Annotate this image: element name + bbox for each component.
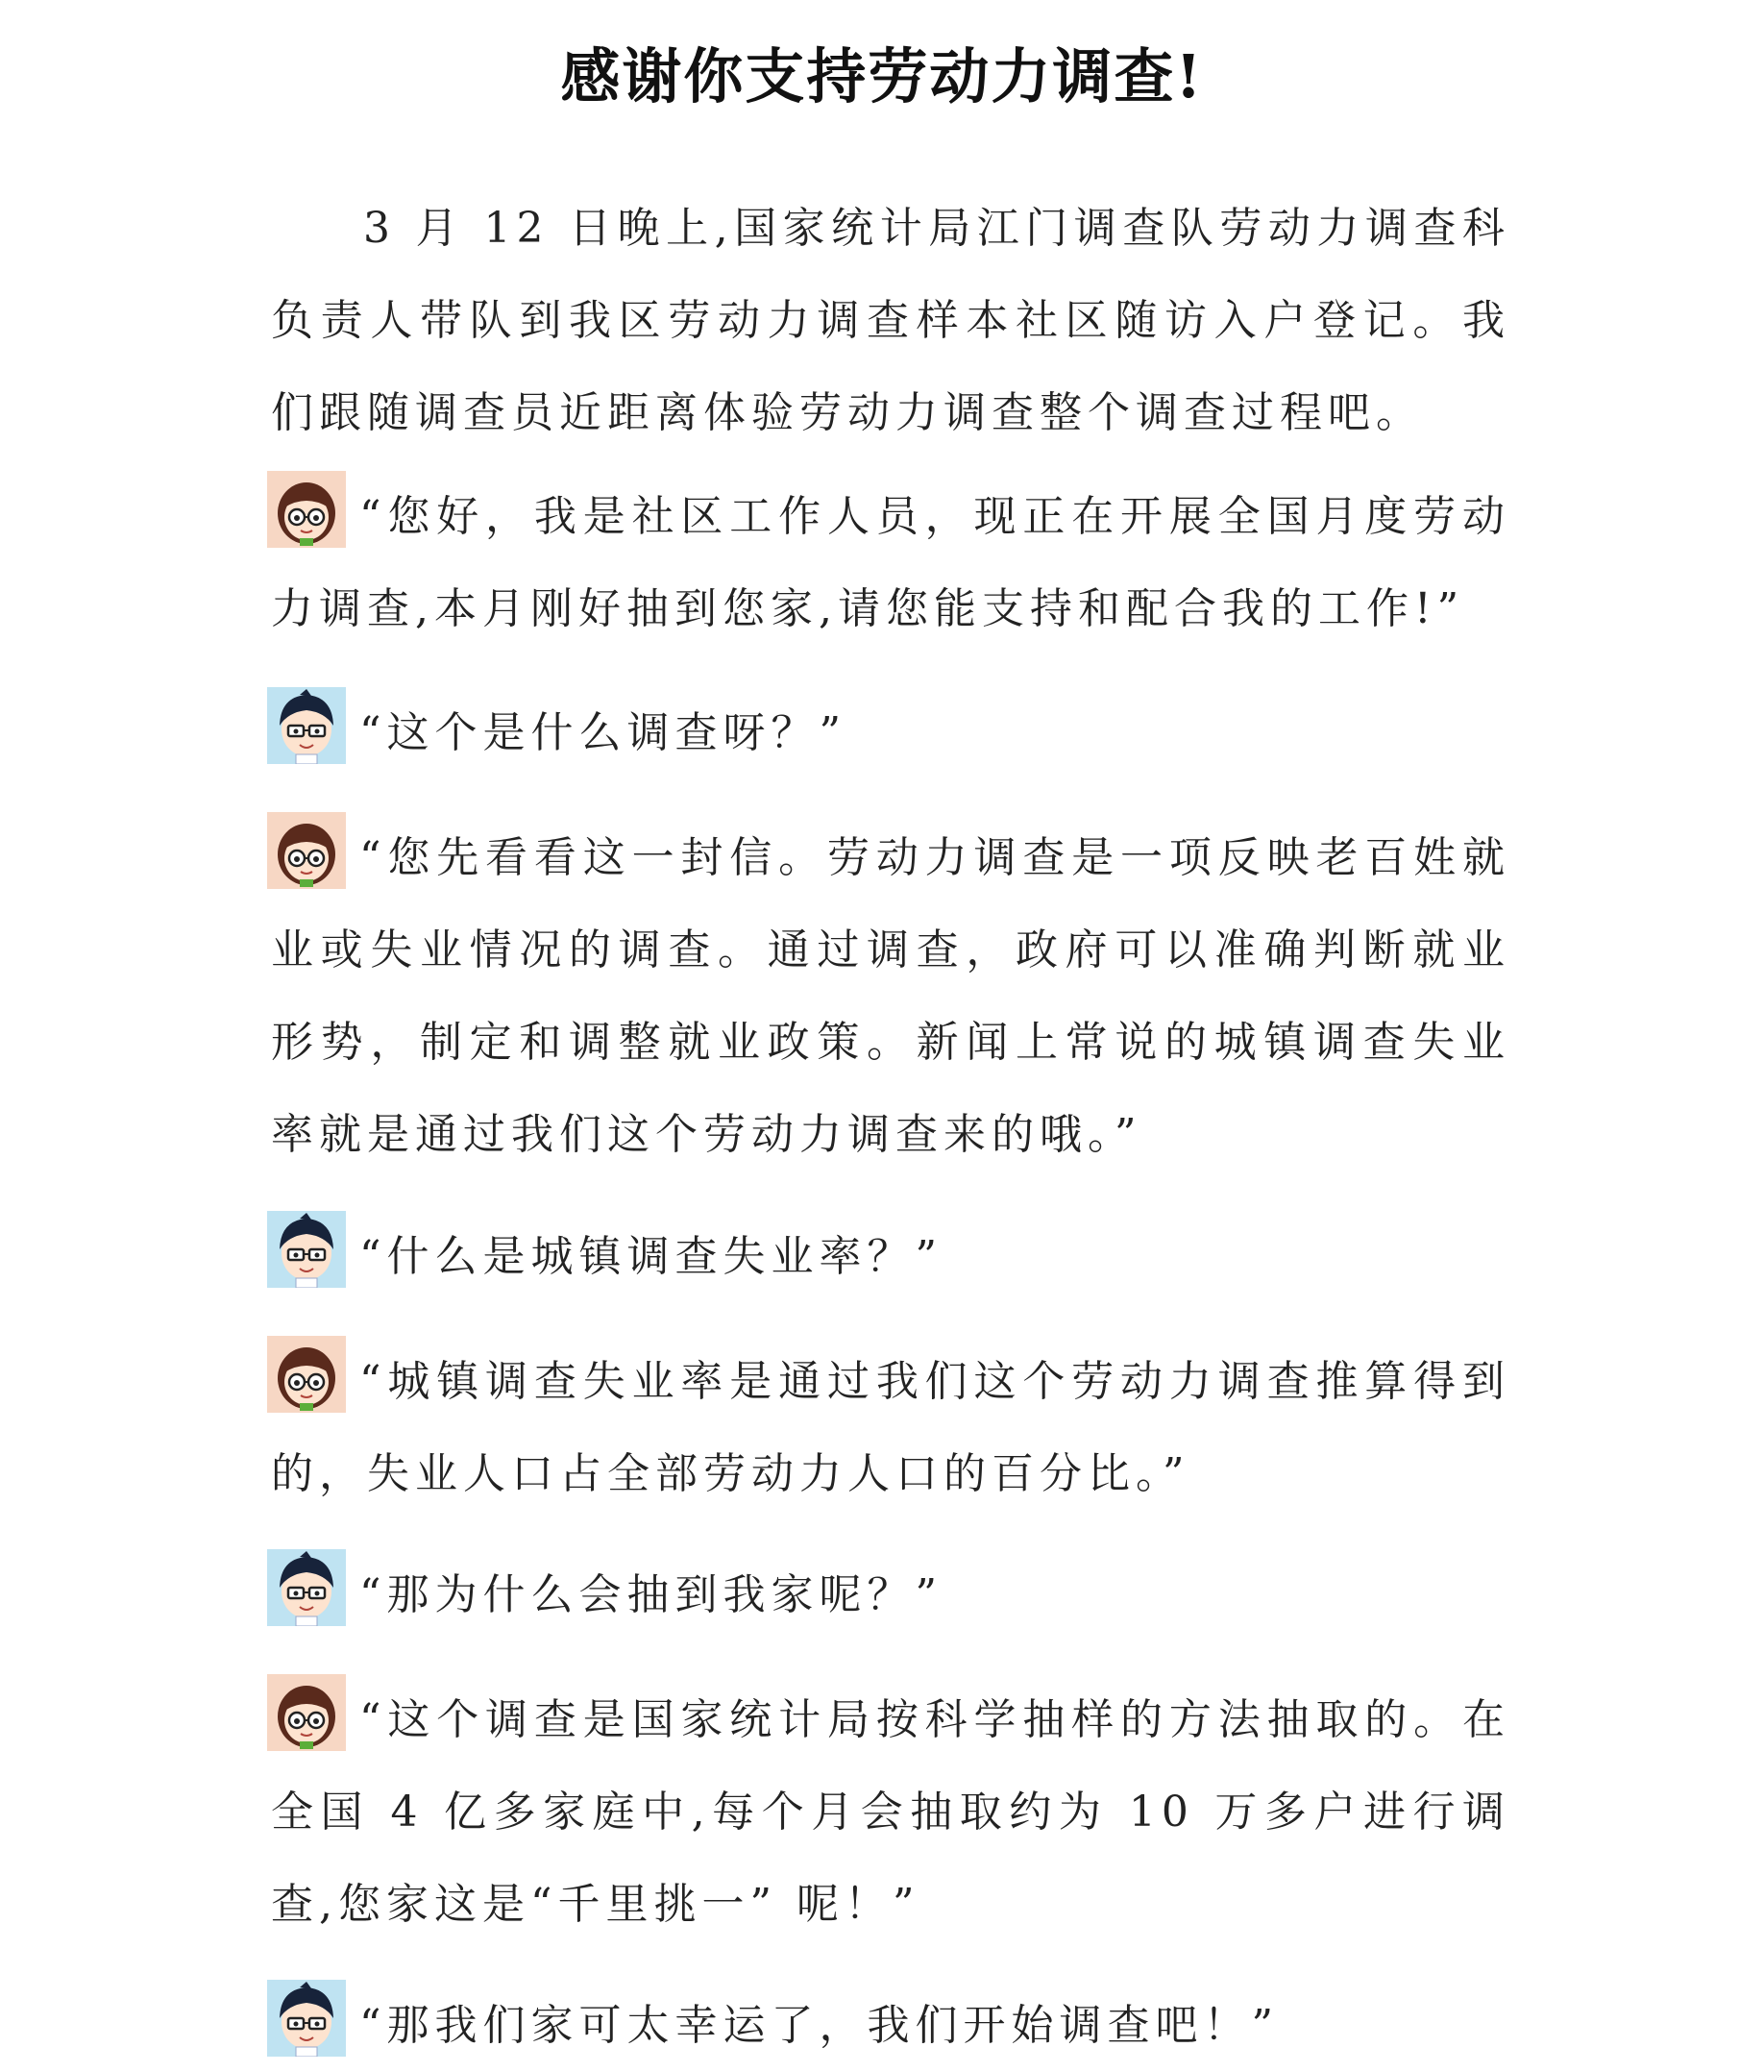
boy-avatar-icon: [267, 1549, 346, 1626]
intro-paragraph: 3 月 12 日晚上,国家统计局江门调查队劳动力调查科负责人带队到我区劳动力调查样本社区随访入户登记。我们跟随调查员近距离体验劳动力调查整个调查过程吧。: [271, 204, 1510, 437]
dialog-text: “城镇调查失业率是通过我们这个劳动力调查推算得到的，失业人口占全部劳动力人口的百分比。”: [271, 1357, 1510, 1498]
girl-avatar-icon: [267, 471, 346, 548]
dialog-text: “什么是城镇调查失业率？”: [359, 1232, 943, 1281]
dialog-text: “这个调查是国家统计局按科学抽样的方法抽取的。在全国 4 亿多家庭中,每个月会抽取约为 10 万多户进行调查,您家这是“千里挑一” 呢！”: [271, 1695, 1510, 1929]
dialog-line: [271, 1980, 1510, 2072]
dialog-text: “这个是什么调查呀？”: [359, 708, 846, 757]
boy-avatar-icon: [267, 687, 346, 764]
dialog-text: “您好，我是社区工作人员，现正在开展全国月度劳动力调查,本月刚好抽到您家,请您能支持和配合我的工作!”: [271, 492, 1510, 633]
dialog-line: [271, 1336, 1510, 1520]
boy-avatar-icon: [267, 1980, 346, 2057]
girl-avatar-icon: [267, 812, 346, 889]
dialog-line: [271, 1211, 1510, 1303]
page-title: 感谢你支持劳动力调查!: [560, 41, 1204, 111]
dialog-line: [271, 812, 1510, 1181]
dialog-line: [271, 687, 1510, 779]
dialog-text: “那我们家可太幸运了，我们开始调查吧！”: [359, 2001, 1279, 2050]
girl-avatar-icon: [267, 1674, 346, 1751]
girl-avatar-icon: [267, 1336, 346, 1413]
dialog-line: [271, 1674, 1510, 1951]
dialog-text: “那为什么会抽到我家呢？”: [359, 1570, 943, 1619]
dialog-text: “您先看看这一封信。劳动力调查是一项反映老百姓就业或失业情况的调查。通过调查，政府可以准确判断就业形势，制定和调整就业政策。新闻上常说的城镇调查失业率就是通过我们这个劳动力调查来的哦。”: [271, 833, 1510, 1159]
dialog-line: [271, 471, 1510, 655]
dialog-line: [271, 1549, 1510, 1641]
boy-avatar-icon: [267, 1211, 346, 1288]
